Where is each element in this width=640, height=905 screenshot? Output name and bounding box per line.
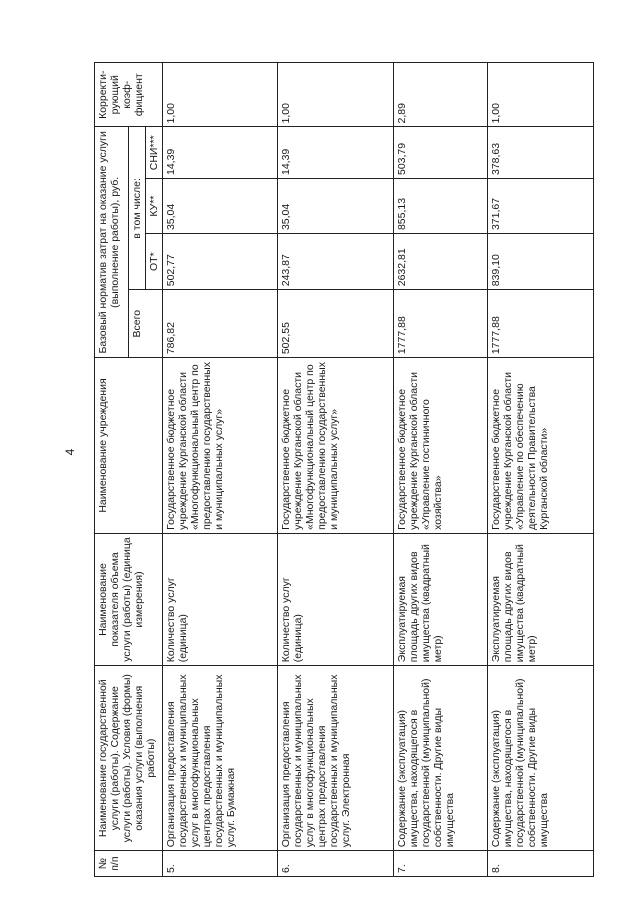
cell-num: 8. <box>487 851 593 877</box>
cell-service: Содержание (эксплуатация) имущества, находящегося в государственной (муниципальной) собственности. Другие виды имущества <box>487 666 593 851</box>
table-row <box>277 63 394 877</box>
cell-institution: Государственное бюджетное учреждение Курганской области «Многофункциональный центр по предоставлению государственных и муниципальных услуг» <box>277 358 394 534</box>
cell-total: 786,82 <box>163 290 278 358</box>
header-ot: ОТ* <box>146 234 163 290</box>
cell-num: 5. <box>163 851 278 877</box>
header-ku: КУ** <box>146 179 163 234</box>
header-row-1 <box>95 63 129 877</box>
cell-sni: 14,39 <box>277 127 394 179</box>
table-row <box>487 63 593 877</box>
norms-table <box>94 62 594 877</box>
header-including: в том числе: <box>129 127 146 290</box>
cell-ot: 2632,81 <box>394 234 487 290</box>
header-coef: Корректи-рующий коэф-фициент <box>95 63 163 127</box>
page-number: 4 <box>63 448 77 456</box>
cell-ot: 243,87 <box>277 234 394 290</box>
cell-coef: 1,00 <box>163 63 278 127</box>
cell-indicator: Количество услуг (единица) <box>163 533 278 665</box>
cell-institution: Государственное бюджетное учреждение Курганской области «Управление гостиничного хозяйства» <box>394 358 487 534</box>
cell-total: 1777,88 <box>487 290 593 358</box>
cell-indicator: Эксплуатируемая площадь других видов имущества (квадратный метр) <box>487 533 593 665</box>
cell-indicator: Количество услуг (единица) <box>277 533 394 665</box>
cell-coef: 2,89 <box>394 63 487 127</box>
cell-institution: Государственное бюджетное учреждение Курганской области «Управление по обеспечению деятельности Правительства Курганской области» <box>487 358 593 534</box>
cell-num: 7. <box>394 851 487 877</box>
cell-coef: 1,00 <box>487 63 593 127</box>
norms-table-rotated <box>94 62 594 877</box>
header-total: Всего <box>129 290 163 358</box>
table-row <box>163 63 278 877</box>
cell-service: Содержание (эксплуатация) имущества, находящегося в государственной (муниципальной) собственности. Другие виды имущества <box>394 666 487 851</box>
header-base-norm: Базовый норматив затрат на оказание услуги (выполнение работы), руб. <box>95 127 129 358</box>
header-sni: СНИ*** <box>146 127 163 179</box>
cell-indicator: Эксплуатируемая площадь других видов имущества (квадратный метр) <box>394 533 487 665</box>
cell-service: Организация предоставления государственных и муниципальных услуг в многофункциональных центрах предоставления государственных и муниципальных услуг. Бумажная <box>163 666 278 851</box>
cell-service: Организация предоставления государственных и муниципальных услуг в многофункциональных центрах предоставления государственных и муниципальных услуг. Электронная <box>277 666 394 851</box>
cell-sni: 14,39 <box>163 127 278 179</box>
cell-institution: Государственное бюджетное учреждение Курганской области «Многофункциональный центр по предоставлению государственных и муниципальных услуг» <box>163 358 278 534</box>
cell-total: 502,55 <box>277 290 394 358</box>
cell-ot: 839,10 <box>487 234 593 290</box>
cell-ku: 35,04 <box>163 179 278 234</box>
cell-num: 6. <box>277 851 394 877</box>
header-num: № п/п <box>95 851 163 877</box>
cell-ku: 855,13 <box>394 179 487 234</box>
cell-sni: 503,79 <box>394 127 487 179</box>
cell-total: 1777,88 <box>394 290 487 358</box>
cell-coef: 1,00 <box>277 63 394 127</box>
cell-ku: 371,67 <box>487 179 593 234</box>
cell-ot: 502,77 <box>163 234 278 290</box>
cell-sni: 378,63 <box>487 127 593 179</box>
header-service: Наименование государственной услуги (работы). Содержание услуги (работы). Условия (формы) оказания услуги (выполнения работы) <box>95 666 163 851</box>
header-indicator: Наименование показателя объема услуги (работы) (единица измерения) <box>95 533 163 665</box>
table-row <box>394 63 487 877</box>
header-institution: Наименование учреждения <box>95 358 163 534</box>
cell-ku: 35,04 <box>277 179 394 234</box>
